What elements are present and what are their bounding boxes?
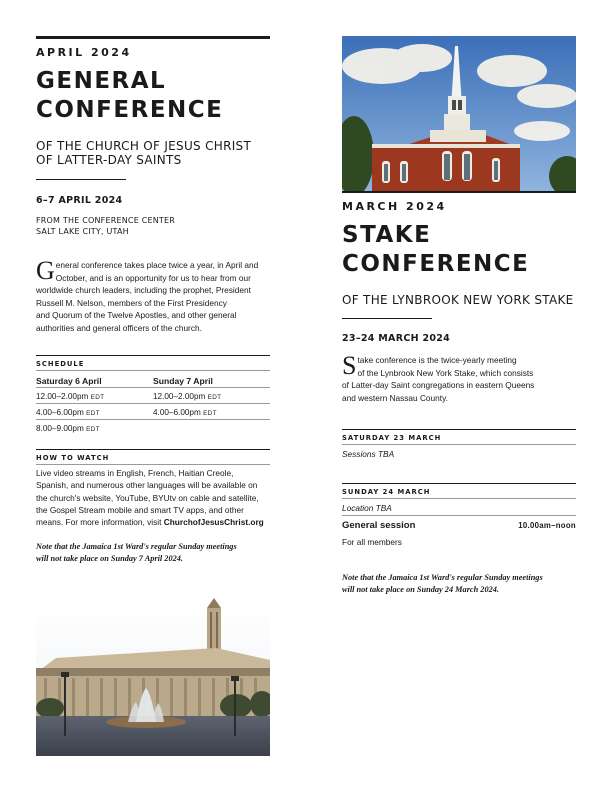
saturday-rule — [342, 429, 576, 430]
sunday-rule — [342, 483, 576, 484]
sunday-row-rule — [342, 515, 576, 516]
conference-center-photo — [36, 598, 270, 756]
watch-line: the church's website, YouTube, BYUtv on cable and satellite, — [36, 492, 259, 503]
location-line1: FROM THE CONFERENCE CENTER — [36, 216, 176, 225]
saturday-label: SATURDAY 23 MARCH — [342, 434, 442, 442]
intro-line: and Quorum of the Twelve Apostles, and other general — [36, 310, 237, 320]
watch-line: means. For more information, visit ChurchofJesusChrist.org — [36, 517, 264, 528]
schedule-day2: Sunday 7 April — [153, 376, 213, 386]
short-divider — [36, 179, 126, 180]
general-conference-dates: 6–7 APRIL 2024 — [36, 195, 123, 206]
general-conference-title-line1: GENERAL — [36, 68, 167, 94]
schedule-cell: 4.00–6.00pm EDT — [153, 408, 217, 417]
intro-line: authorities and general officers of the church. — [36, 322, 202, 333]
watch-line: Live video streams in English, French, Haitian Creole, — [36, 468, 234, 478]
session-name: General session — [342, 520, 416, 531]
intro-line: take conference is the twice-yearly meeting — [357, 355, 517, 365]
stake-conference-dates: 23–24 MARCH 2024 — [342, 333, 451, 344]
session-audience: For all members — [342, 537, 402, 547]
schedule-cell: 12.00–2.00pm EDT — [36, 392, 105, 401]
short-divider — [342, 318, 432, 319]
intro-line: October, and is an opportunity for us to hear from our — [55, 272, 251, 283]
schedule-cell: 4.00–6.00pm EDT — [36, 408, 100, 417]
general-conference-kicker: APRIL 2024 — [36, 46, 132, 59]
saturday-subrule — [342, 444, 576, 445]
dropcap: S — [342, 351, 357, 380]
note-line: will not take place on Sunday 7 April 2024. — [36, 553, 183, 563]
schedule-subrule — [36, 370, 270, 371]
schedule-row-rule — [36, 387, 270, 388]
intro-line: worldwide church leaders, including the prophet, President — [36, 285, 251, 295]
saturday-sessions: Sessions TBA — [342, 449, 395, 459]
watch-rule — [36, 449, 270, 450]
stake-conference-note — [342, 572, 543, 595]
general-conference-subtitle-line2: OF LATTER-DAY SAINTS — [36, 153, 182, 167]
sunday-label: SUNDAY 24 MARCH — [342, 488, 431, 496]
schedule-row-rule — [36, 403, 270, 404]
general-conference-intro — [36, 256, 270, 334]
watch-line: the Gospel Stream mobile and smart TV apps, and other — [36, 504, 244, 515]
intro-line: of Latter-day Saint congregations in eastern Queens — [342, 380, 535, 390]
general-conference-note — [36, 541, 237, 564]
intro-line: of the Lynbrook New York Stake, which consists — [357, 367, 534, 378]
stake-center-photo — [342, 36, 576, 191]
schedule-cell: 12.00–2.00pm EDT — [153, 392, 222, 401]
how-to-watch-text — [36, 467, 276, 528]
photo-bottom-rule — [342, 191, 576, 193]
intro-line: and western Nassau County. — [342, 392, 448, 403]
intro-line: eneral conference takes place twice a year, in April and — [55, 260, 259, 270]
watch-line: Spanish, and numerous other languages will be available on — [36, 480, 258, 491]
sunday-location: Location TBA — [342, 503, 392, 513]
church-website-link[interactable]: ChurchofJesusChrist.org — [163, 517, 264, 528]
note-line: will not take place on Sunday 24 March 2024. — [342, 584, 499, 594]
how-to-watch-label: HOW TO WATCH — [36, 454, 110, 462]
schedule-cell: 8.00–9.00pm EDT — [36, 424, 100, 433]
general-conference-title-line2: CONFERENCE — [36, 97, 224, 123]
stake-conference-title-line2: CONFERENCE — [342, 251, 530, 277]
note-line: Note that the Jamaica 1st Ward's regular Sunday meetings — [36, 542, 237, 551]
schedule-rule — [36, 355, 270, 356]
stake-conference-title-line1: STAKE — [342, 222, 432, 248]
dropcap: G — [36, 256, 55, 285]
location-line2: SALT LAKE CITY, UTAH — [36, 227, 129, 236]
sunday-subrule — [342, 498, 576, 499]
stake-conference-kicker: MARCH 2024 — [342, 200, 447, 213]
stake-conference-subtitle: OF THE LYNBROOK NEW YORK STAKE — [342, 293, 574, 307]
intro-line: Russell M. Nelson, members of the First Presidency — [36, 297, 227, 308]
schedule-row-rule — [36, 419, 270, 420]
general-conference-subtitle-line1: OF THE CHURCH OF JESUS CHRIST — [36, 139, 252, 153]
top-rule — [36, 36, 270, 39]
schedule-day1: Saturday 6 April — [36, 376, 102, 386]
schedule-label: SCHEDULE — [36, 360, 85, 368]
watch-subrule — [36, 464, 270, 465]
note-line: Note that the Jamaica 1st Ward's regular Sunday meetings — [342, 573, 543, 582]
stake-conference-intro — [342, 351, 576, 404]
session-time: 10.00am–noon — [518, 521, 576, 530]
